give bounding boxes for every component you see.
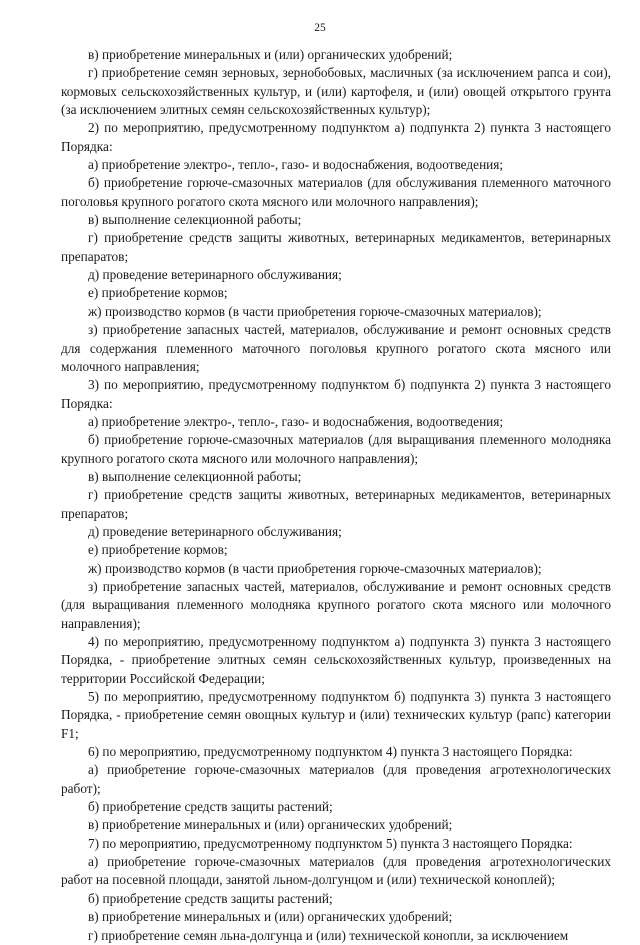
paragraph: в) выполнение селекционной работы; xyxy=(88,468,302,484)
paragraph: ж) производство кормов (в части приобретения горюче-смазочных материалов); xyxy=(88,560,542,576)
paragraph: г) приобретение средств защиты животных, ветеринарных медикаментов, ветеринарных препаратов; xyxy=(61,230,611,264)
paragraph: г) приобретение семян зерновых, зернобобовых, масличных (за исключением рапса и сои), кормовых сельскохозяйственных культур, и (или) картофеля, и (или) овощей открытого грунта (за исключением элитных семян сельскохозяйственных культур); xyxy=(61,65,611,118)
paragraph: в) выполнение селекционной работы; xyxy=(88,212,302,228)
document-body xyxy=(61,46,611,945)
paragraph: 3) по мероприятию, предусмотренному подпунктом б) подпункта 2) пункта 3 настоящего Порядка: xyxy=(61,377,611,411)
paragraph: з) приобретение запасных частей, материалов, обслуживание и ремонт основных средств для содержания племенного маточного поголовья крупного рогатого скота мясного или молочного направления; xyxy=(61,322,611,374)
paragraph: 4) по мероприятию, предусмотренному подпунктом а) подпункта 3) пункта 3 настоящего Порядка, - приобретение элитных семян сельскохозяйственных культур, произведенных на территории Российской Федерации; xyxy=(61,634,611,686)
paragraph: ж) производство кормов (в части приобретения горюче-смазочных материалов); xyxy=(88,303,542,319)
paragraph: а) приобретение электро-, тепло-, газо- и водоснабжения, водоотведения; xyxy=(88,157,504,173)
paragraph: б) приобретение горюче-смазочных материалов (для выращивания племенного молодняка крупного рогатого скота мясного или молочного направления); xyxy=(61,432,611,466)
paragraph: д) проведение ветеринарного обслуживания; xyxy=(88,267,342,283)
paragraph: б) приобретение средств защиты растений; xyxy=(88,799,333,815)
paragraph: 5) по мероприятию, предусмотренному подпунктом б) подпункта 3) пункта 3 настоящего Порядка, - приобретение семян овощных культур и (или) технических культур (рапс) категории F1; xyxy=(61,689,611,741)
paragraph: е) приобретение кормов; xyxy=(88,542,228,558)
paragraph: б) приобретение средств защиты растений; xyxy=(88,890,333,906)
paragraph: 2) по мероприятию, предусмотренному подпунктом а) подпункта 2) пункта 3 настоящего Порядка: xyxy=(61,120,611,154)
paragraph: а) приобретение горюче-смазочных материалов (для проведения агротехнологических работ на посевной площади, занятой льном-долгунцом и (или) технической коноплей); xyxy=(61,854,611,888)
paragraph: 7) по мероприятию, предусмотренному подпунктом 5) пункта 3 настоящего Порядка: xyxy=(88,835,573,851)
paragraph: з) приобретение запасных частей, материалов, обслуживание и ремонт основных средств (для выращивания племенного молодняка крупного рогатого скота мясного или молочного направления); xyxy=(61,578,611,631)
paragraph: д) проведение ветеринарного обслуживания; xyxy=(88,523,342,539)
paragraph: в) приобретение минеральных и (или) органических удобрений; xyxy=(88,909,453,925)
paragraph: а) приобретение электро-, тепло-, газо- и водоснабжения, водоотведения; xyxy=(88,413,504,429)
page-number: 25 xyxy=(314,22,326,34)
paragraph: в) приобретение минеральных и (или) органических удобрений; xyxy=(88,817,453,833)
paragraph: б) приобретение горюче-смазочных материалов (для обслуживания племенного маточного поголовья крупного рогатого скота мясного или молочного направления); xyxy=(61,175,611,209)
paragraph: г) приобретение семян льна-долгунца и (или) технической конопли, за исключением xyxy=(88,927,569,943)
paragraph: в) приобретение минеральных и (или) органических удобрений; xyxy=(88,47,453,62)
paragraph: е) приобретение кормов; xyxy=(88,285,228,301)
paragraph: 6) по мероприятию, предусмотренному подпунктом 4) пункта 3 настоящего Порядка: xyxy=(88,744,573,760)
paragraph: г) приобретение средств защиты животных, ветеринарных медикаментов, ветеринарных препаратов; xyxy=(61,487,611,521)
paragraph: а) приобретение горюче-смазочных материалов (для проведения агротехнологических работ); xyxy=(61,762,611,796)
